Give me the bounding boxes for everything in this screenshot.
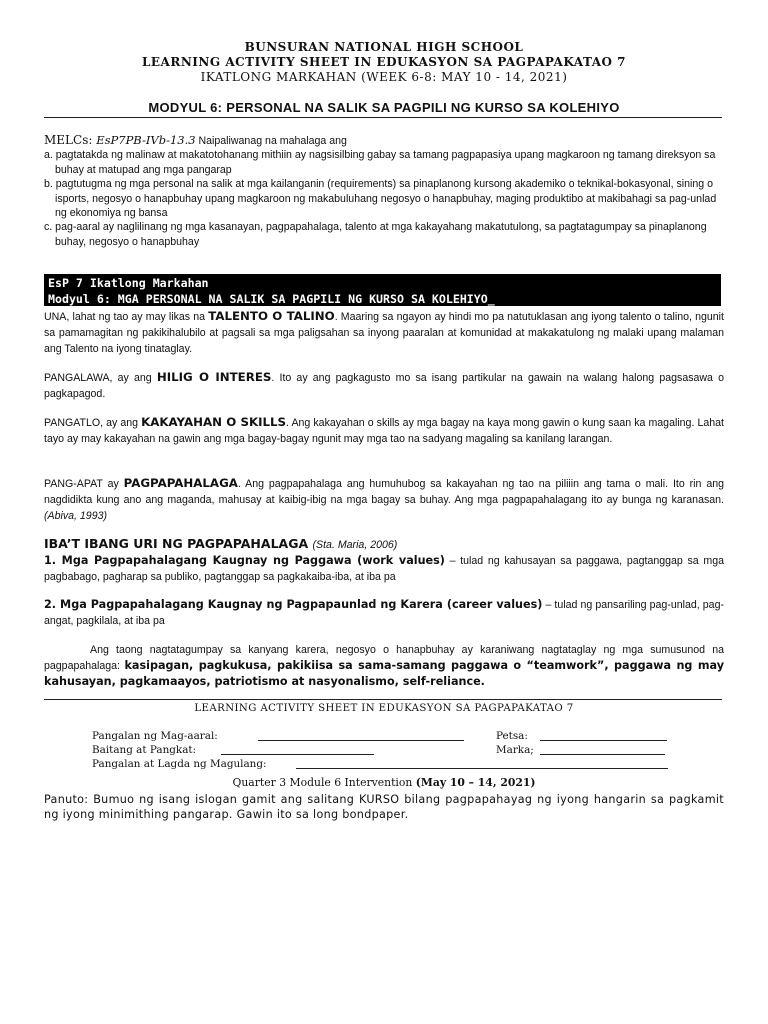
date-label: Petsa: — [496, 730, 528, 742]
uri-item-1 — [44, 553, 724, 585]
activity-divider — [44, 699, 722, 700]
uri-item-1-head: 1. Mga Pagpapahalagang Kaugnay ng Paggawa (work values) — [44, 554, 445, 567]
salik-pang-apat-cite: (Abiva, 1993) — [44, 510, 108, 522]
uri-heading — [44, 536, 397, 551]
melcs-section — [44, 133, 730, 249]
melcs-intro — [44, 133, 730, 148]
salik-una-term: TALENTO O TALINO — [208, 309, 335, 323]
grade-section-field[interactable] — [221, 742, 374, 755]
uri-heading-cite: (Sta. Maria, 2006) — [312, 539, 398, 551]
uri-item-2-text: – tulad ng pansariling pag-unlad, pag-angat, pagkilala, at iba pa — [44, 599, 724, 627]
salik-pangalawa-term: HILIG O INTERES — [156, 370, 272, 384]
salik-una-lead: UNA, lahat ng tao ay may likas na — [44, 311, 209, 323]
melcs-item-a: a. pagtatakda ng malinaw at makatotohanang mithiin ay nagsisilbing gabay sa tamang pagpapasiya upang magkaroon ng tamang direksyon sa buhay at matupad ang mga pangarap — [44, 149, 716, 176]
instructions: Panuto: Bumuo ng isang islogan gamit ang salitang KURSO bilang pagpapahayag ng iyong hangarin sa pagkamit ng iyong minimithing pangarap. Gawin ito sa long bondpaper. — [44, 793, 724, 821]
uri-closing — [44, 642, 724, 690]
score-field[interactable] — [540, 742, 665, 755]
salik-pangatlo-text: . Ang kakayahan o skills ay mga bagay na kaya mong gawin o kung saan ka magaling. Lahat tayo ay may kakayahan na gawin ang mga bagay-bagay ngunit may mga tao na sadyang magaling sa kanilang larangan. — [44, 417, 724, 445]
melcs-code: EsP7PB-IVb-13.3 — [96, 133, 196, 147]
melcs-label: MELCs: — [44, 133, 97, 147]
salik-pangatlo-term: KAKAYAHAN O SKILLS — [141, 415, 287, 429]
melcs-item-b: b. pagtutugma ng mga personal na salik at mga kailanganin (requirements) sa pinaplanong kursong akademiko o teknikal-bokasyonal, sining o isports, negosyo o hanapbuhay upang magkaroon ng makabuluhang negosyo o hanapbuhay, maging produktibo at makibahagi sa pag-unlad ng ekonomiya ng bansa — [44, 178, 717, 220]
salik-una — [44, 308, 724, 357]
student-name-label: Pangalan ng Mag-aaral: — [92, 730, 218, 742]
salik-una-text: . Maaring sa ngayon ay hindi mo pa natutuklasan ang iyong talento o talino, ngunit sa pamamagitan ng pakikihalubilo at pagsali sa mga paligsahan sa inyong paaralan at komunidad at makakatulong ng malaki upang malaman ang Talento na iyong tinataglay. — [44, 311, 724, 355]
uri-closing-lead: Ang taong nagtatagumpay sa kanyang karera, negosyo o hanapbuhay ay karaniwang nagtataglay ng mga sumusunod na pagpapahalaga: — [44, 644, 724, 672]
salik-pangalawa-lead: PANGALAWA, ay ang — [44, 372, 157, 384]
salik-pang-apat — [44, 475, 724, 524]
quarter-line: IKATLONG MARKAHAN (WEEK 6-8: MAY 10 - 14, 2021) — [200, 70, 568, 84]
uri-closing-values: kasipagan, pagkukusa, pakikiisa sa sama-samang paggawa o “teamwork”, paggawa ng may kahusayan, pagkamaayos, patriotismo at nasyonalismo, self-reliance. — [44, 659, 724, 688]
banner-line-2: Modyul 6: MGA PERSONAL NA SALIK SA PAGPILI NG KURSO SA KOLEHIYO_ — [48, 292, 495, 306]
activity-title: LEARNING ACTIVITY SHEET IN EDUKASYON SA PAGPAPAKATAO 7 — [194, 703, 574, 714]
salik-pang-apat-term: PAGPAPAHALAGA — [123, 476, 238, 490]
intervention-title — [0, 776, 768, 789]
title-divider — [44, 117, 722, 118]
school-name: BUNSURAN NATIONAL HIGH SCHOOL — [244, 40, 524, 54]
salik-pang-apat-text: . Ang pagpapahalaga ang humuhubog sa kakayahan ng tao na piliiin ang tama o mali. Ito rin ang nagdidikta kung ano ang maganda, mahusay at kaibig-ibig na mga bagay sa buhay. Ang mga pagpapahalagang ito ay bunga ng karanasan. — [44, 478, 724, 506]
student-name-field[interactable] — [258, 728, 464, 741]
salik-pangalawa-text: . Ito ay ang pagkagusto mo sa isang partikular na gawain na walang halong pagsasawa o pagkapagod. — [44, 372, 724, 400]
uri-heading-text: IBA’T IBANG URI NG PAGPAPAHALAGA — [44, 536, 309, 551]
grade-section-label: Baitang at Pangkat: — [92, 744, 197, 756]
salik-pang-apat-lead: PANG-APAT ay — [44, 478, 124, 490]
banner-line-1: EsP 7 Ikatlong Markahan — [48, 276, 209, 290]
sheet-title: LEARNING ACTIVITY SHEET IN EDUKASYON SA PAGPAPAKATAO 7 — [141, 55, 627, 69]
uri-item-1-text: – tulad ng kahusayan sa paggawa, pagtanggap sa mga pagbabago, pagharap sa publiko, pagtanggap sa pagkakaiba-iba, at iba pa — [44, 555, 724, 583]
uri-item-2 — [44, 597, 724, 629]
parent-signature-field[interactable] — [296, 756, 668, 769]
module-title: MODYUL 6: PERSONAL NA SALIK SA PAGPILI NG KURSO SA KOLEHIYO — [148, 100, 620, 115]
uri-item-2-head: 2. Mga Pagpapahalagang Kaugnay ng Pagpapaunlad ng Karera (career values) — [44, 598, 543, 611]
melcs-intro-text: Naipaliwanag na mahalaga ang — [195, 135, 347, 147]
parent-signature-label: Pangalan at Lagda ng Magulang: — [92, 758, 267, 770]
score-label: Marka; — [496, 744, 534, 756]
intervention-dates: (May 10 – 14, 2021) — [415, 776, 536, 789]
salik-pangalawa — [44, 369, 724, 402]
salik-pangatlo — [44, 414, 724, 447]
melcs-item-c: c. pag-aaral ay naglilinang ng mga kasanayan, pagpapahalaga, talento at mga kakayahang makatutulong, sa pagtatagumpay sa pinaplanong buhay, negosyo o hanapbuhay — [44, 221, 707, 248]
intervention-title-text: Quarter 3 Module 6 Intervention — [232, 776, 416, 789]
salik-pangatlo-lead: PANGATLO, ay ang — [44, 417, 142, 429]
date-field[interactable] — [540, 728, 667, 741]
